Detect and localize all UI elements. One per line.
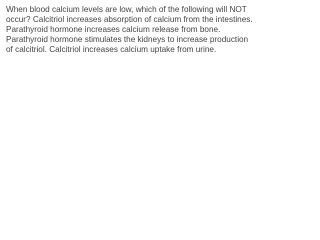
question-text: When blood calcium levels are low, which of the following will NOT occur? Calcitriol increases absorption of calcium from the intestines. Parathyroid hormone increases calcium release from bone. Parathyroid hormone stimulates the kidneys to increase production of calcitriol. Calcitriol increases calcium uptake from urine. xyxy=(6,5,253,55)
question-card xyxy=(0,0,262,79)
